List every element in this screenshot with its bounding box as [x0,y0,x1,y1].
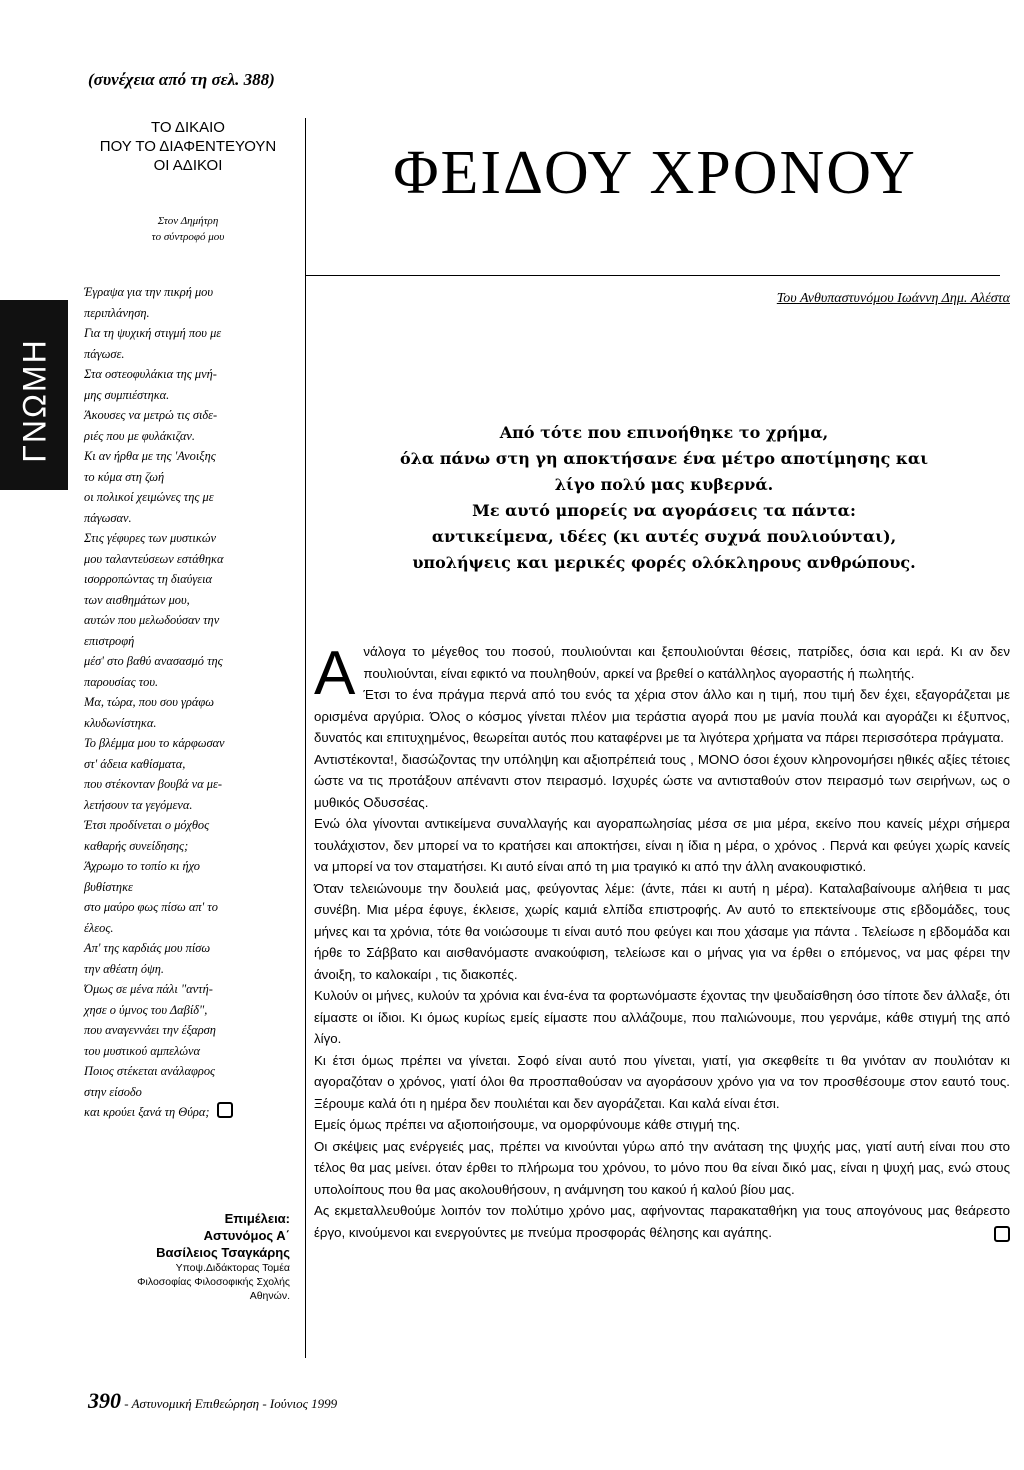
poem-line-text: Άκουσες να μετρώ τις σιδε- [84,408,218,422]
poem-line-text: Έγραψα για την πικρή μου [84,285,214,299]
poem-line [84,303,299,324]
poem-line-text: του μυστικού αμπελώνα [84,1043,201,1058]
poem-line [84,1000,299,1021]
poem-line-text: Ποιος στέκεται ανάλαφρος [84,1064,216,1078]
poem-line [84,795,299,816]
poem-line [84,1020,299,1041]
poem-line [84,979,299,1000]
poem-line-text: Άχρωμο το τοπίο κι ήχο [84,859,200,873]
credits-dept: Φιλοσοφίας Φιλοσοφικής Σχολής [137,1276,290,1288]
end-mark-icon [217,1102,233,1118]
poem-line [84,487,299,508]
poem-line [84,1061,299,1082]
poem-line-text: πάγωσε. [84,346,125,361]
poem-line-text: επιστροφή [84,633,135,648]
poem-dedication [88,213,288,245]
poem-line-text: ριές που με φυλάκιζαν. [84,428,195,443]
article-paragraph [314,684,1010,749]
article-body [314,641,1010,1243]
quote-line: Με αυτό μπορείς να αγοράσεις τα πάντα: [472,501,856,520]
publication-info: - Αστυνομική Επιθεώρηση - Ιούνιος 1999 [121,1396,338,1411]
article-author: Του Ανθυπαστυνόμου Ιωάννη Δημ. Αλέστα [776,291,1010,306]
poem-line-text: στην είσοδο [84,1084,142,1099]
poem-line-text: το κύμα στη ζωή [84,469,165,484]
poem-line [84,610,299,631]
poem-title-line: ΠΟΥ ΤΟ ΔΙΑΦΕΝΤΕΥΟΥΝ [99,138,277,155]
page-number: 390 [88,1388,121,1413]
poem-line [84,836,299,857]
poem-line-text: που στέκονταν βουβά να με- [84,777,222,791]
continued-note: (συνέχεια από τη σελ. 388) [88,70,275,89]
paragraph-text: Ενώ όλα γίνονται αντικείμενα συναλλαγής και αγοραπωλησίας μέσα σε μια μέρα, εκείνο που κανείς μέχρι σήμερα τουλάχιστον, δεν μπορεί να το κρατήσει και αποκτήσει, είναι η ίδια η μέρα, ο χρόνος . Περνά και φεύγει χωρίς κανείς να μπορεί να τον σταματήσει. Κι αυτό είναι από τη μια τραγικό κι από την άλλη ανακουφιστικό. [314,816,1010,874]
poem-line-text: οι πολικοί χειμώνες της με [84,490,214,504]
poem-line [84,1102,299,1123]
poem-line-text: μου ταλαντεύσεων εστάθηκα [84,551,224,566]
poem-line-text: κλυδωνίστηκα. [84,715,157,730]
quote-line: όλα πάνω στη γη αποκτήσανε ένα μέτρο αποτίμησης και [400,449,928,468]
article-paragraph [314,1136,1010,1201]
poem-line [84,549,299,570]
poem-line [84,631,299,652]
credits-name: Βασίλειος Τσαγκάρης [156,1245,290,1260]
quote-line: αντικείμενα, ιδέες (κι αυτές συχνά πουλιούνται), [431,527,897,546]
poem-line [84,426,299,447]
poem-title [88,118,288,175]
poem-line [84,446,299,467]
poem-line-text: Όμως σε μένα πάλι "αντή- [84,982,213,996]
poem-line-text: και κρούει ξανά τη Θύρα; [84,1105,210,1119]
poem-line-text: Για τη ψυχική στιγμή που με [84,326,222,340]
poem-line-text: μης συμπιέστηκα. [84,387,170,402]
poem-line [84,774,299,795]
poem-line-text: λετήσουν τα γεγόμενα. [84,797,193,812]
poem-line-text: Στα οστεοφυλάκια της μνή- [84,367,217,381]
pull-quote [318,420,1010,576]
credits-rank: Αστυνόμος Α΄ [203,1228,290,1243]
article-title: ΦΕΙΔΟΥ ΧΡΟΝΟΥ [393,139,917,207]
poem-line [84,528,299,549]
dedication-line: το σύντροφό μου [151,231,225,243]
poem-line [84,897,299,918]
poem-line [84,1041,299,1062]
page-footer [88,1388,337,1414]
poem-line-text: Απ' της καρδιάς μου πίσω [84,941,211,955]
poem-line [84,1082,299,1103]
poem-line-text: Στις γέφυρες των μυστικών [84,531,216,545]
poem-title-line: ΤΟ ΔΙΚΑΙΟ [151,119,225,136]
poem-line-text: Το βλέμμα μου το κάρφωσαν [84,736,225,750]
quote-line: Από τότε που επινοήθηκε το χρήμα, [499,423,829,442]
article-paragraphs [314,684,1010,1243]
paragraph-text: Κι έτσι όμως πρέπει να γίνεται. Σοφό είναι αυτό που γίνεται, γιατί, για σκεφθείτε τι θα γινόταν αν πουλιόταν κι αγοραζόταν ο χρόνος, γιατί όλοι θα προσπαθούσαν να αγοράσουν χρόνο για να τον προσθέσουμε στον εαυτό τους. Ξέρουμε καλά ότι η ημέρα δεν πουλιέται και δεν αγοράζεται. Και καλά είναι έτσι. [314,1052,1010,1111]
poem-line [84,651,299,672]
poem-line-text: μέσ' στο βαθύ ανασασμό της [84,654,223,668]
poem-line-text: στο μαύρο φως πίσω απ' το [84,900,218,914]
poem-line [84,918,299,939]
poem-line-text: την αθέατη όψη. [84,961,164,976]
dedication-line: Στον Δημήτρη [157,215,219,227]
poem-line [84,364,299,385]
poem-line-text: καθαρής συνείδησης; [84,838,189,853]
poem-line [84,672,299,693]
poem-line [84,692,299,713]
poem-title-line: ΟΙ ΑΔΙΚΟΙ [153,157,223,174]
first-paragraph-text: νάλογα το μέγεθος του ποσού, πουλιούνται και ξεπουλιούνται θέσεις, πατρίδες, όσια και ιερά. Κι αν δεν πουλιούνται, είναι εφικτό να πουληθούν, αρκεί να βρεθεί ο κατάλληλος αγοραστής ή πωλητής. [363,644,1010,681]
end-mark-icon [994,1226,1010,1242]
poem-line [84,385,299,406]
poem-line-text: στ' άδεια καθίσματα, [84,756,186,771]
poem-line-text: περιπλάνηση. [84,305,150,320]
editor-credits [98,1210,290,1303]
section-tab-label: ΓΝΩΜΗ [16,338,53,463]
poem-line [84,467,299,488]
poem-line-text: που αναγεννάει την έξαρση [84,1023,216,1037]
column-divider [305,118,306,1358]
article-paragraph [314,878,1010,986]
poem [84,282,299,1123]
poem-line-text: πάγωσαν. [84,510,132,525]
article-paragraph [314,1050,1010,1115]
poem-line [84,405,299,426]
header-divider [305,275,1000,276]
poem-line-text: των αισθημάτων μου, [84,592,190,607]
paragraph-text: Αντιστέκοντα!, διασώζοντας την υπόληψη και αξιοπρέπειά τους , ΜΟΝΟ όσοι έχουν κληρονομήσει ηθικές αξίες τέτοιες ώστε να τις προτάξουν απέναντι στον πειρασμό. Ισχυρές ώστε να αντισταθούν στον πειρασμό των σειρήνων, ως ο μυθικός Οδυσσέας. [314,751,1010,810]
poem-line-text: Μα, τώρα, που σου γράφω [84,695,214,709]
poem-line [84,733,299,754]
poem-line [84,590,299,611]
poem-line [84,344,299,365]
poem-line [84,877,299,898]
poem-line-text: αυτών που μελωδούσαν την [84,613,220,627]
poem-line [84,282,299,303]
credits-city: Αθηνών. [249,1290,290,1302]
paragraph-text: Ας εκμεταλλευθούμε λοιπόν τον πολύτιμο χρόνο μας, αφήνοντας παρακαταθήκη για τους απογόνους μας θεάρεστο έργο, κινούμενοι και ενεργούντες με πνεύμα προσφοράς θέλησης και αγάπης. [314,1203,1010,1240]
paragraph-text: Έτσι το ένα πράγμα περνά από του ενός τα χέρια στον άλλο και η τιμή, που τιμή δεν έχει, εξαγοράζεται με ορισμένα αργύρια. Όλος ο κόσμος γίνεται πλέον μια τεράστια αγορά που με μανία πουλά και αγοράζει κι έξυπνος, δυνατός και επιτυχημένος, θεωρείται αυτός που καταφέρνει με τα λιγότερα χρήματα να πάρει περισσότερα πράγματα. [314,687,1010,745]
poem-line-text: παρουσίας του. [84,674,159,689]
poem-line [84,508,299,529]
article-paragraph [314,1114,1010,1136]
article-paragraph [314,1200,1010,1243]
quote-line: λίγο πολύ μας κυβερνά. [554,475,774,494]
poem-line-text: Κι αν ήρθα με της 'Ανοιξης [84,449,216,463]
credits-heading: Επιμέλεια: [224,1211,290,1226]
paragraph-text: Κυλούν οι μήνες, κυλούν τα χρόνια και ένα-ένα τα φορτωνόμαστε έχοντας την ψευδαίσθηση όσο τίποτε δεν άλλαξε, ότι είμαστε οι ίδιοι. Κι όμως κυρίως εμείς είμαστε που αλλάζουμε, που παλιώνουμε, που γερνάμε, κάθε στιγμή της από λίγο. [314,988,1010,1046]
poem-line [84,856,299,877]
poem-line [84,569,299,590]
poem-line [84,754,299,775]
poem-line [84,938,299,959]
poem-line [84,815,299,836]
paragraph-text: Όταν τελειώνουμε την δουλειά μας, φεύγοντας λέμε: (άντε, πάει κι αυτή η μέρα). Καταλαβαίνουμε αλήθεια τι μας συνέβη. Μια μέρα έφυγε, έκλεισε, χωρίς καμιά ελπίδα επιστροφής. Αν αυτό το επεκτείνουμε στις εβδομάδες, τους μήνες και τα χρόνια, τότε θα νοιώσουμε τι είναι αυτό που φεύγει και που χάσαμε για πάντα . Τελείωσε η εβδομάδα και ήρθε το Σάββατο και αισθανόμαστε ανακούφιση, τελείωσε και ο μήνας για να έρθει ο επόμενος, να μας φέρει την άνοιξη, το καλοκαίρι , τις διακοπές. [314,880,1010,982]
paragraph-text: Οι σκέψεις μας ενέργειές μας, πρέπει να κινούνται γύρω από την ανάταση της ψυχής μας, γιατί αυτή είναι που στο τέλος θα μας μείνει. όταν έρθει το πλήρωμα του χρόνου, το μόνο που θα είναι δικό μας, είναι η ψυχή μας, ενώ στους υπολοίπους που θα μας ακολουθήσουν, η ανάμνηση του κακού ή καλού βίου μας. [314,1138,1010,1197]
article-paragraph [314,985,1010,1050]
poem-line [84,323,299,344]
poem-line-text: βυθίστηκε [84,879,133,894]
drop-cap: Α [314,639,356,708]
credits-role: Υποψ.Διδάκτορας Τομέα [175,1262,290,1274]
poem-line-text: χησε ο ύμνος του Δαβίδ", [84,1002,208,1017]
quote-line: υπολήψεις και μερικές φορές ολόκληρους ανθρώπους. [412,553,916,572]
poem-line-text: ισορροπώντας τη διαύγεια [84,572,213,586]
poem-line-text: έλεος. [84,920,114,935]
poem-line [84,959,299,980]
paragraph-text: Εμείς όμως πρέπει να αξιοποιήσουμε, να ομορφύνουμε κάθε στιγμή της. [314,1117,741,1132]
poem-line [84,713,299,734]
article-paragraph [314,639,1010,708]
article-paragraph [314,813,1010,878]
poem-line-text: Έτσι προδίνεται ο μόχθος [84,818,210,832]
article-paragraph [314,749,1010,814]
